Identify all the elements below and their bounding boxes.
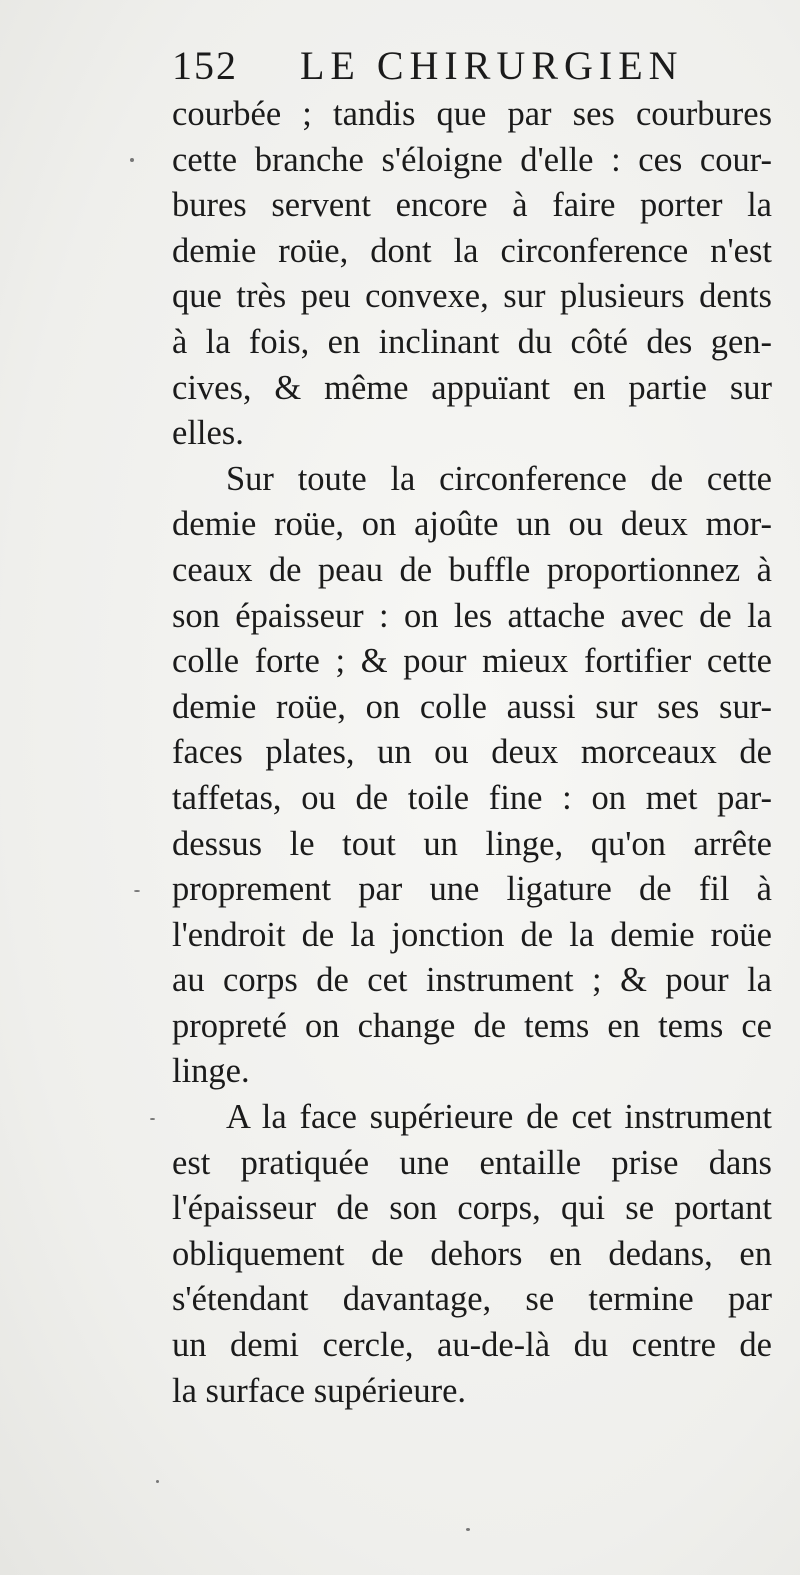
text-line: linge. [172, 1052, 250, 1091]
paper-speck [156, 1480, 159, 1483]
text-line: courbée ; tandis que par ses courbures [172, 95, 772, 133]
text-line: à la fois, en inclinant du côté des gen- [172, 322, 772, 361]
text-line: est pratiquée une entaille prise dans [172, 1143, 772, 1182]
text-line: obliquement de dehors en dedans, en [172, 1234, 772, 1273]
text-line: proprement par une ligature de fil à [172, 870, 772, 909]
text-line: demie roüe, dont la circonference n'est [172, 231, 772, 270]
text-line: ceaux de peau de buffle proportionnez à [172, 550, 772, 589]
paper-speck [130, 158, 134, 162]
text-line: propreté on change de tems en tems ce [172, 1006, 772, 1045]
text-line: bures servent encore à faire porter la [172, 186, 772, 225]
text-line: demie roüe, on ajoûte un ou deux mor- [172, 505, 772, 544]
paragraph-start-line: Sur toute la circonference de cette [226, 459, 772, 498]
text-line: l'endroit de la jonction de la demie roüe [172, 915, 772, 954]
text-line: que très peu convexe, sur plusieurs dents [172, 277, 772, 316]
text-line: l'épaisseur de son corps, qui se portant [172, 1189, 772, 1228]
page-header [172, 38, 772, 90]
paper-speck [150, 1118, 155, 1120]
text-line: cette branche s'éloigne d'elle : ces cour- [172, 140, 772, 179]
text-line: taffetas, ou de toile fine : on met par- [172, 778, 772, 817]
text-line: faces plates, un ou deux morceaux de [172, 733, 772, 772]
text-line: s'étendant davantage, se termine par [172, 1280, 772, 1319]
paper-speck [134, 890, 140, 892]
text-line: dessus le tout un linge, qu'on arrête [172, 824, 772, 863]
body-text [172, 92, 772, 1414]
text-line: colle forte ; & pour mieux fortifier cette [172, 642, 772, 681]
text-line: elles. [172, 414, 244, 453]
text-line: demie roüe, on colle aussi sur ses sur- [172, 687, 772, 726]
text-line: la surface supérieure. [172, 1371, 467, 1410]
page-number: 152 [172, 43, 238, 88]
text-line: un demi cercle, au-de-là du centre de [172, 1326, 772, 1365]
paragraph-start-line: A la face supérieure de cet instrument [226, 1098, 772, 1137]
text-line: au corps de cet instrument ; & pour la [172, 961, 772, 1000]
text-line: cives, & même appuïant en partie sur [172, 368, 772, 407]
text-line: son épaisseur : on les attache avec de la [172, 596, 772, 635]
running-title: LE CHIRURGIEN [300, 43, 684, 88]
paper-speck [466, 1528, 470, 1531]
